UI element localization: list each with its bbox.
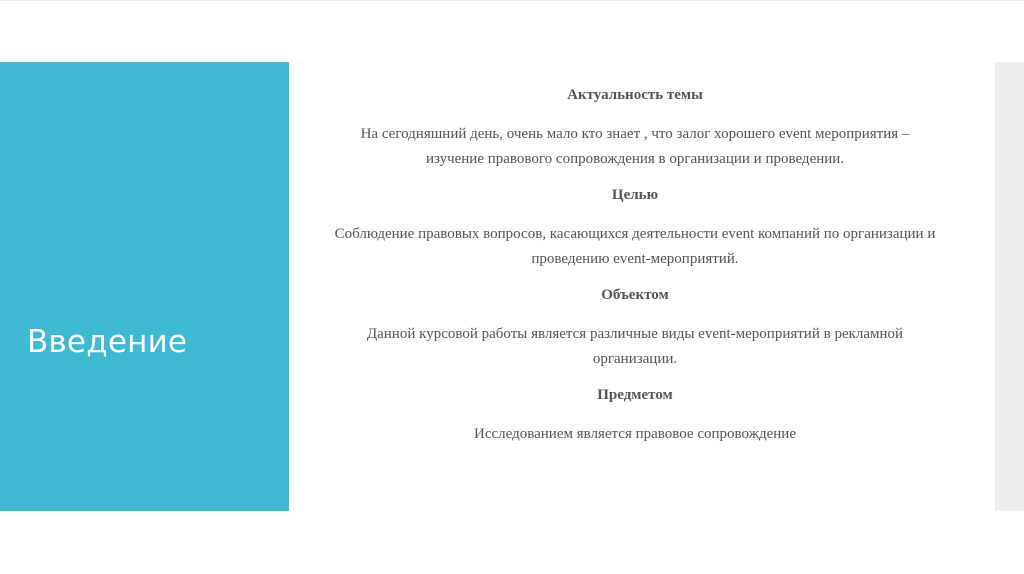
content-area [330, 84, 940, 447]
top-divider [0, 0, 1024, 1]
title-panel [0, 62, 289, 511]
section-text-goal: Соблюдение правовых вопросов, касающихся деятельности event компаний по организации и проведению event-мероприятий. [334, 226, 936, 267]
section-heading-goal: Целью [611, 187, 659, 203]
slide-title: Введение [27, 324, 188, 360]
section-heading-object: Объектом [601, 287, 669, 303]
section-text-subject: Исследованием является правовое сопровождение [474, 426, 796, 442]
section-heading-relevance: Актуальность темы [567, 87, 703, 103]
section-heading-subject: Предметом [597, 387, 673, 403]
section-text-object: Данной курсовой работы является различные виды event-мероприятий в рекламной организации. [366, 326, 904, 367]
section-text-relevance: На сегодняшний день, очень мало кто знает , что залог хорошего event мероприятия – изучение правового сопровождения в организации и проведении. [360, 126, 910, 167]
side-strip [995, 62, 1024, 511]
